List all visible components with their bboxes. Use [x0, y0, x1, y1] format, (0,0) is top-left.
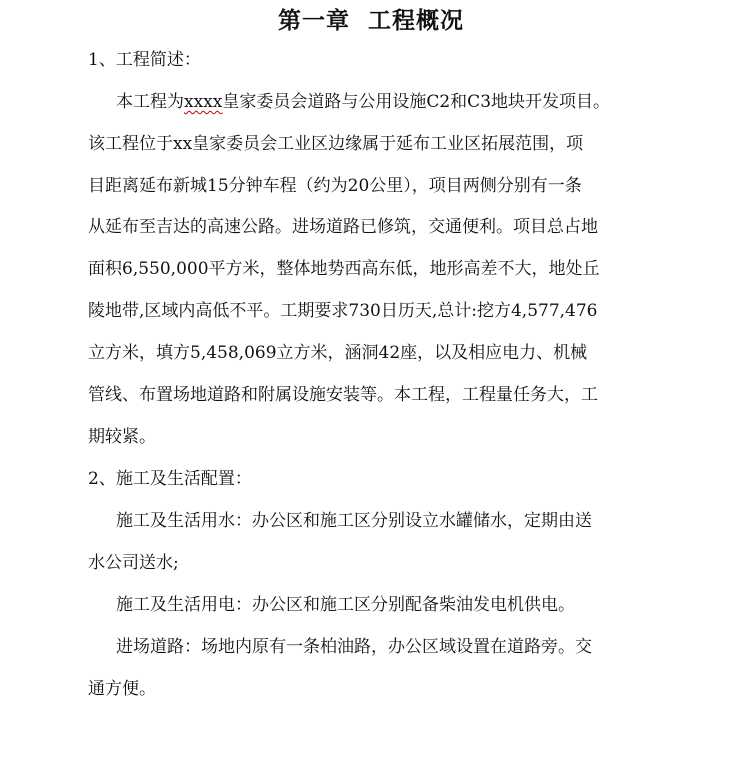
water-supply-line-1: 施工及生活用水：办公区和施工区分别设立水罐储水，定期由送 — [116, 511, 592, 531]
section1-paragraph-line-5: 面积6,550,000平方米，整体地势西高东低，地形高差不大，地处丘 — [88, 259, 600, 279]
access-road-line-2: 通方便。 — [88, 679, 156, 699]
section1-prefix: 本工程为 — [116, 92, 184, 112]
water-supply-line-2: 水公司送水; — [88, 553, 179, 573]
section1-paragraph-line-3: 目距离延布新城15分钟车程（约为20公里），项目两侧分别有一条 — [88, 176, 582, 196]
section2-heading: 2、施工及生活配置： — [88, 469, 252, 489]
section1-paragraph-line-4: 从延布至吉达的高速公路。进场道路已修筑，交通便利。项目总占地 — [88, 217, 598, 237]
section1-heading: 1、工程简述： — [88, 50, 201, 70]
section1-paragraph-line-8: 管线、布置场地道路和附属设施安装等。本工程，工程量任务大，工 — [88, 385, 598, 405]
section1-paragraph-line-9: 期较紧。 — [88, 427, 156, 447]
spellcheck-flagged-word: xxxx — [184, 92, 223, 112]
section1-paragraph-line-6: 陵地带,区域内高低不平。工期要求730日历天,总计:挖方4,577,476 — [88, 301, 598, 321]
section1-paragraph-line-2: 该工程位于xx皇家委员会工业区边缘属于延布工业区拓展范围，项 — [88, 134, 584, 154]
chapter-title: 第一章 工程概况 — [277, 7, 464, 34]
section1-paragraph-line-1 — [116, 90, 610, 114]
power-supply-line: 施工及生活用电：办公区和施工区分别配备柴油发电机供电。 — [116, 595, 575, 615]
section1-first-rest: 皇家委员会道路与公用设施C2和C3地块开发项目。 — [222, 92, 611, 112]
section1-paragraph-line-7: 立方米，填方5,458,069立方米，涵洞42座，以及相应电力、机械 — [88, 343, 588, 363]
access-road-line-1: 进场道路：场地内原有一条柏油路，办公区域设置在道路旁。交 — [116, 637, 592, 657]
